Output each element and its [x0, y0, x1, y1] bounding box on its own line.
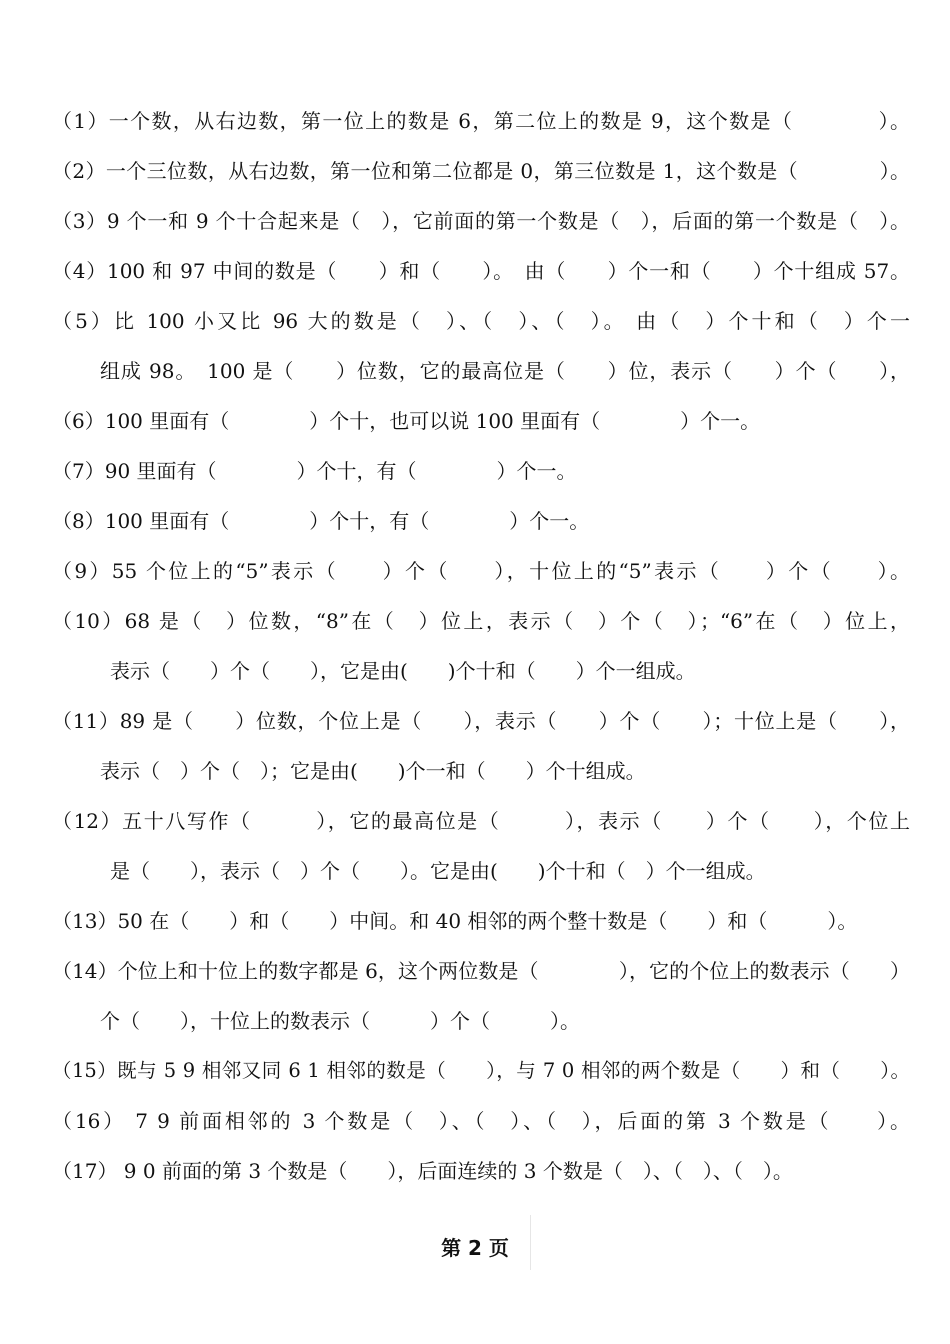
question-16: （16） 7 9 前面相邻的 3 个数是（ ）、（ ）、（ ），后面的第 3 个数是（ ）。 [52, 1109, 910, 1133]
question-12-line-2: 是（ ），表示（ ）个（ ）。它是由( )个十和（ ）个一组成。 [110, 859, 766, 883]
question-11-line-1: （11）89 是（ ）位数，个位上是（ ），表示（ ）个（ ）；十位上是（ ）， [52, 709, 910, 733]
question-11-line-2: 表示（ ）个（ ）；它是由( )个一和（ ）个十组成。 [100, 759, 646, 783]
question-8: （8）100 里面有（ ）个十，有（ ）个一。 [52, 509, 590, 533]
question-4: （4）100 和 97 中间的数是（ ）和（ ）。 由（ ）个一和（ ）个十组成 57。 [52, 259, 910, 283]
question-6: （6）100 里面有（ ）个十，也可以说 100 里面有（ ）个一。 [52, 409, 761, 433]
question-3: （3）9 个一和 9 个十合起来是（ ），它前面的第一个数是（ ），后面的第一个数是（ ）。 [52, 209, 910, 233]
question-15: （15）既与 5 9 相邻又同 6 1 相邻的数是（ ），与 7 0 相邻的两个数是（ ）和（ ）。 [52, 1059, 910, 1082]
question-17: （17） 9 0 前面的第 3 个数是（ ），后面连续的 3 个数是（ ）、（ ）、（ ）。 [52, 1159, 793, 1183]
question-7: （7）90 里面有（ ）个十，有（ ）个一。 [52, 459, 577, 483]
question-12-line-1: （12）五十八写作（ ），它的最高位是（ ），表示（ ）个（ ），个位上 [52, 809, 910, 833]
question-14-line-1: （14）个位上和十位上的数字都是 6，这个两位数是（ ），它的个位上的数表示（ ） [52, 959, 910, 983]
question-10-line-1: （10）68 是（ ）位数，“8”在（ ）位上，表示（ ）个（ ）；“6”在（ ）位上， [52, 609, 910, 633]
page-number: 第 2 页 [441, 1236, 509, 1260]
question-2: （2）一个三位数，从右边数，第一位和第二位都是 0，第三位数是 1，这个数是（ ）。 [52, 159, 910, 183]
question-9: （9）55 个位上的“5”表示（ ）个（ ），十位上的“5”表示（ ）个（ ）。 [52, 559, 910, 583]
question-5-line-2: 组成 98。 100 是（ ）位数，它的最高位是（ ）位，表示（ ）个（ ）， [100, 359, 910, 383]
question-10-line-2: 表示（ ）个（ ），它是由( )个十和（ ）个一组成。 [110, 659, 696, 683]
question-1: （1）一个数，从右边数，第一位上的数是 6，第二位上的数是 9，这个数是（ ）。 [52, 109, 910, 133]
question-14-line-2: 个（ ），十位上的数表示（ ）个（ ）。 [100, 1009, 580, 1033]
question-5-line-1: （5）比 100 小又比 96 大的数是（ ）、（ ）、（ ）。 由（ ）个十和（ ）个一 [52, 309, 910, 333]
question-13: （13）50 在（ ）和（ ）中间。和 40 相邻的两个整十数是（ ）和（ ）。 [52, 909, 858, 933]
